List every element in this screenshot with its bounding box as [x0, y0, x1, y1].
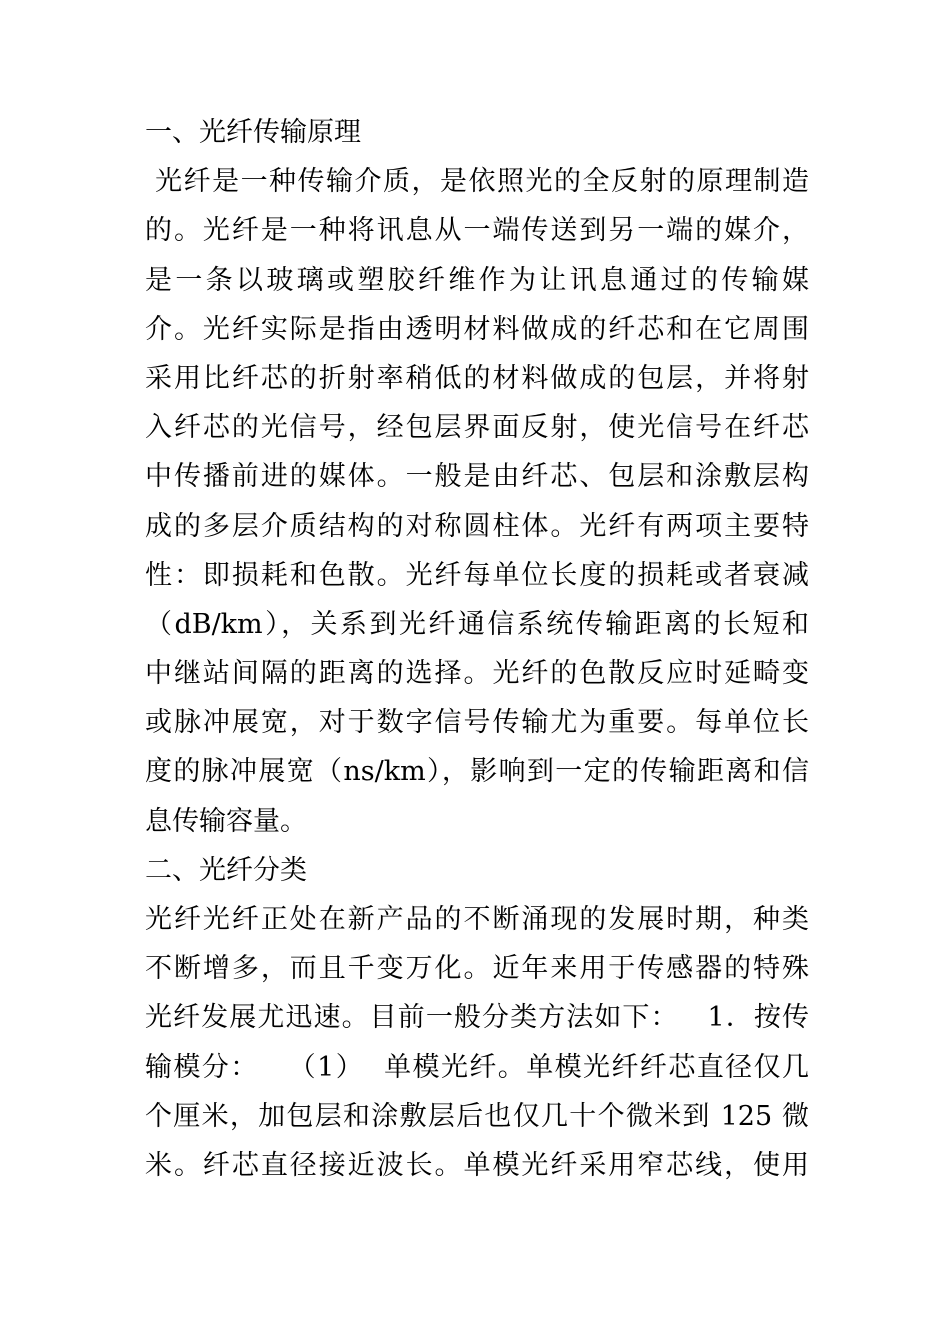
paragraph-line: 介。光纤实际是指由透明材料做成的纤芯和在它周围: [145, 313, 809, 345]
paragraph-line: 中继站间隔的距离的选择。光纤的色散反应时延畸变: [145, 658, 809, 690]
paragraph-line: 光纤是一种传输介质，是依照光的全反射的原理制造: [145, 166, 809, 198]
paragraph-line: 的。光纤是一种将讯息从一端传送到另一端的媒介，: [145, 215, 809, 247]
paragraph-line: 中传播前进的媒体。一般是由纤芯、包层和涂敷层构: [145, 461, 809, 493]
paragraph-line: 度的脉冲展宽（ns/km），影响到一定的传输距离和信: [145, 756, 809, 788]
paragraph-line: 采用比纤芯的折射率稍低的材料做成的包层，并将射: [145, 362, 809, 394]
paragraph-line: 米。纤芯直径接近波长。单模光纤采用窄芯线，使用: [145, 1149, 809, 1181]
paragraph-line: 不断增多，而且千变万化。近年来用于传感器的特殊: [145, 953, 809, 985]
paragraph-line: （dB/km），关系到光纤通信系统传输距离的长短和: [145, 608, 809, 640]
paragraph-line: 光纤发展尤迅速。目前一般分类方法如下： 1．按传: [145, 1002, 809, 1034]
paragraph-line: 息传输容量。: [145, 805, 307, 837]
paragraph-line: 输模分： （1） 单模光纤。单模光纤纤芯直径仅几: [145, 1051, 809, 1083]
paragraph-line: 光纤光纤正处在新产品的不断涌现的发展时期，种类: [145, 904, 809, 935]
paragraph-line: 是一条以玻璃或塑胶纤维作为让讯息通过的传输媒: [145, 264, 809, 296]
section-heading-1: 一、光纤传输原理: [145, 117, 361, 148]
section-heading-2: 二、光纤分类: [145, 854, 307, 886]
document-body: [145, 108, 809, 1190]
paragraph-line: 成的多层介质结构的对称圆柱体。光纤有两项主要特: [145, 510, 809, 542]
paragraph-line: 个厘米，加包层和涂敷层后也仅几十个微米到 125 微: [145, 1100, 809, 1132]
paragraph-line: 性：即损耗和色散。光纤每单位长度的损耗或者衰减: [145, 559, 809, 591]
paragraph-line: 或脉冲展宽，对于数字信号传输尤为重要。每单位长: [145, 707, 809, 739]
paragraph-line: 入纤芯的光信号，经包层界面反射，使光信号在纤芯: [145, 412, 809, 444]
